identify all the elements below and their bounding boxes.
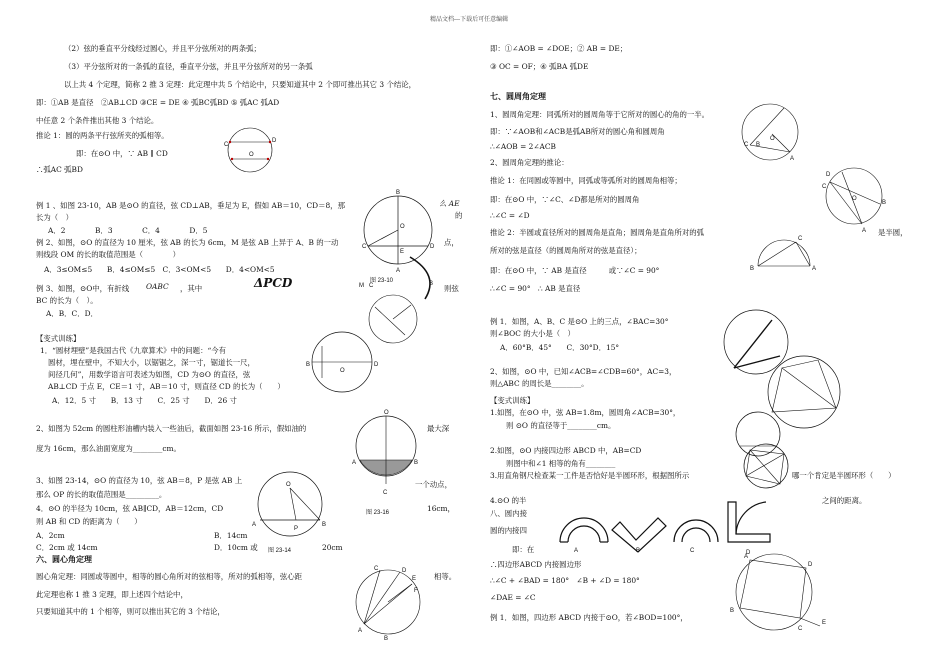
point-label: E (822, 620, 827, 626)
point-label: P (294, 526, 299, 532)
figure-inscribed-angle (812, 164, 892, 234)
point-label: D (430, 244, 435, 250)
text-line: BC 的长为（ ）。 (36, 296, 98, 305)
ruler-label: B (636, 548, 641, 554)
point-label: B (306, 362, 311, 368)
text-line: A．B．C．D． (46, 309, 98, 318)
text-line: 20cm (322, 543, 343, 552)
point-label: O (340, 368, 345, 374)
point-label: O (286, 482, 291, 488)
point-label: A (812, 266, 817, 272)
text-line: 即：∵∠AOB和∠ACB是弧AB所对的圆心角和圆周角 (490, 127, 665, 136)
text-line: 则 ⊙O 的直径等于________cm。 (506, 421, 616, 430)
figure-semicircle-angle (748, 234, 818, 280)
text-line: ∴∠AOB = 2∠ACB (490, 142, 556, 151)
point-label: E (412, 576, 417, 582)
text-line: 则∠BOC 的大小是（ ） (490, 329, 575, 338)
text-line: 3、如图 23-14，⊙O 的直径为 10，弦 AB＝8，P 是弦 AB 上 (36, 476, 243, 485)
text-line: 八、圆内接 (490, 509, 527, 518)
text-line: 例 1．如图，四边形 ABCD 内接于⊙O，若∠BOD=100°， (490, 613, 688, 622)
text-line: A．60°B．45° C．30°D．15° (500, 343, 620, 352)
text-line: 所对的弦是直径（的圆周角所对的弦是直径）； (490, 246, 642, 255)
point-label: O (384, 410, 389, 416)
text-line: OABC (146, 282, 169, 291)
point-label: B (322, 522, 327, 528)
text-line: 只要知道其中的 1 个相等，则可以推出其它的 3 个结论， (36, 607, 225, 616)
text-line: 4．⊙O 的半径为 10cm，弦 AB∥CD，AB＝12cm，CD (36, 504, 224, 513)
figure-central-angle (728, 100, 808, 166)
point-label: A (358, 628, 363, 634)
text-line: ∴四边形ABCD 内接圆边形 (490, 560, 582, 569)
text-line: 间径几何”，用数学语言可表述为如图，CD 为⊙O 的直径，弦 (48, 370, 251, 379)
point-label: D (808, 562, 813, 568)
text-line: 相等。 (434, 572, 457, 581)
text-line: 则线段 OM 的长的取值范围是（ ） (36, 250, 180, 259)
text-line: B．14cm (214, 531, 248, 540)
ruler-label: C (690, 548, 695, 554)
point-label: B (384, 636, 389, 642)
point-label: B (750, 266, 755, 272)
figure-caption: 图 23-16 (366, 510, 390, 516)
text-line: 例 1．如图，A、B、C 是⊙O 上的三点，∠BAC=30° (490, 317, 669, 326)
text-line: ∴弧AC 弧BD (36, 165, 83, 174)
text-line: ③ OC = OF；④ 弧BA 弧DE (490, 62, 589, 71)
point-label: D (402, 568, 407, 574)
text-line: 则△ABC 的周长是________。 (490, 379, 589, 388)
text-line: ∴∠C = 90° ∴ AB 是直径 (490, 284, 581, 293)
text-line: 长为（ ） (36, 213, 73, 222)
point-label: F (414, 588, 418, 594)
figure-caption: 图 23-10 (370, 278, 394, 284)
text-line: 即：在 (512, 545, 535, 554)
text-line: 例 3、如图，⊙O中，有折线 (36, 284, 130, 293)
text-line: ∠DAE = ∠C (490, 593, 536, 602)
point-label: D (272, 138, 277, 144)
point-label: A (252, 522, 257, 528)
text-line: 1.如图，在⊙O 中，弦 AB=1.8m，圆周角∠ACB=30°， (490, 408, 681, 417)
point-label: C (224, 142, 229, 148)
section-heading: 六、圆心角定理 (36, 554, 92, 564)
text-line: 圆材，埋在壁中，不知大小，以锯锯之，深一寸，锯道长一尺， (48, 358, 255, 367)
text-line: 一个动点， (415, 480, 452, 489)
point-label: A (790, 156, 795, 162)
text-line: AB⊥CD 于点 E，CE＝1 寸，AB＝10 寸，则直径 CD 的长为（ ） (48, 382, 285, 391)
figure-central-angle-theorem (350, 566, 430, 642)
text-line: 则弦 (444, 284, 459, 293)
text-line: 2、圆周角定理的推论： (490, 158, 569, 167)
text-line: 即：①∠AOB = ∠DOE；② AB = DE； (490, 44, 628, 53)
text-line: 即：在⊙O 中，∵∠C、∠D都是所对的圆周角 (490, 195, 640, 204)
text-line: 2.如图，⊙O 内接四边形 ABCD 中，AB=CD (490, 446, 642, 455)
figure-parallel-chords (220, 126, 280, 176)
text-line: 4.⊙O 的半 (490, 496, 527, 505)
point-label: B (882, 200, 887, 206)
text-line: 即：在⊙O 中，∵ AB ∥ CD (76, 149, 168, 158)
text-line: 度为 16cm，那么油面宽度为________cm。 (36, 444, 181, 453)
point-label: C (369, 283, 374, 289)
text-line: 则 AB 和 CD 的距离为（ ） (36, 517, 142, 526)
point-label: D (826, 172, 831, 178)
figure-inscribed-quadrilateral (722, 548, 832, 644)
text-line: 么 AE (439, 199, 460, 208)
text-line: 以上共 4 个定理，简称 2 推 3 定理：此定理中共 5 个结论中，只要知道其中 2 个即可推出其它 3 个结论， (64, 80, 417, 89)
point-label: B (429, 281, 434, 287)
text-line: 即：①AB 是直径 ②AB⊥CD ③CE = DE ④ 弧BC弧BD ⑤ 弧AC 弧AD (36, 98, 280, 107)
point-label: E (400, 249, 405, 255)
text-line: 哪一个肯定是半圆环形（ ） (792, 471, 896, 480)
text-line: A．3≤OM≤5 B．4≤OM≤5 C．3<OM<5 D．4<OM<5 (44, 265, 275, 274)
figure-23-14 (250, 468, 340, 558)
text-line: 点， (444, 238, 459, 247)
text-line: A．2 B．3 C．4 D．5 (48, 226, 208, 235)
point-label: C (362, 244, 367, 250)
text-line: 此定理也称 1 推 3 定理，即上述四个结论中， (36, 590, 188, 599)
ruler-label: A (574, 548, 579, 554)
point-label: A (396, 268, 401, 274)
text-line: ，其中 (180, 284, 203, 293)
figure-buried-log (306, 326, 386, 396)
text-line: 16cm， (427, 504, 455, 513)
point-label: B (730, 608, 735, 614)
point-label: O (249, 152, 254, 158)
point-label: B (756, 142, 761, 148)
text-line: 是半圆， (878, 228, 908, 237)
figure-23-16 (350, 404, 430, 514)
point-label: O (770, 136, 775, 142)
text-line: 则图中和∠1 相等的角有________ (506, 459, 616, 468)
text-line: （2）弦的垂直平分线经过圆心，并且平分弦所对的两条弧； (64, 44, 261, 53)
point-label: A (352, 460, 357, 466)
text-line: 1、圆周角定理：同弧所对的圆周角等于它所对的圆心的角的一半。 (490, 110, 710, 119)
text-line: ∴∠C + ∠BAD = 180° ∠B + ∠D = 180° (490, 576, 640, 585)
point-label: M (359, 283, 364, 289)
text-line: 【变式训练】 (36, 334, 81, 343)
text-line: 即：在⊙O 中，∵ AB 是直径 或∵∠C = 90° (490, 266, 660, 275)
text-line: 推论 1：在同圆或等圆中，同弧或等弧所对的圆周角相等； (490, 176, 682, 185)
text-line: 例 1 、如图 23-10，AB 是⊙O 的直径，弦 CD⊥AB，垂足为 E，假如 AB＝10，CD＝8，那 (36, 201, 345, 210)
point-label: A (862, 228, 867, 234)
text-line: A．2cm (36, 531, 65, 540)
page-header: 精品文档---下载后可任意编辑 (430, 16, 509, 23)
text-line: 中任意 2 个条件推出其他 3 个结论。 (36, 116, 159, 125)
point-label: D (374, 362, 379, 368)
text-line: 2、如图，⊙O 中，已知∠ACB=∠CDB=60°，AC=3， (490, 367, 677, 376)
text-line: 那么 OP 的长的取值范围是_________。 (36, 490, 167, 499)
text-line: 圆的内接四 (490, 526, 527, 535)
text-line: C．2cm 或 14cm (36, 543, 98, 552)
text-line: A．12．5 寸 B．13 寸 C．25 寸 D．26 寸 (52, 396, 237, 405)
text-line: 最大深 (427, 424, 450, 433)
text-line: ΔPCD (254, 276, 293, 290)
point-label: C (383, 490, 388, 496)
point-label: A (744, 554, 749, 560)
figure-rulers (556, 482, 786, 556)
text-line: 3.用直角钢尺检查某一工件是否恰好是半圆环形，根据图所示 (490, 471, 690, 480)
text-line: 例 2、如图，⊙O 的直径为 10 厘米，弦 AB 的长为 6cm，M 是弦 AB 上异于 A、B 的一动 (36, 238, 339, 247)
point-label: O (400, 224, 405, 230)
text-line: 推论 2：半圆或直径所对的圆周角是直角；圆周角是直角所对的弧 (490, 228, 704, 237)
text-line: 推论 1：圆的两条平行弦所夹的弧相等。 (36, 131, 169, 140)
point-label: B (414, 460, 419, 466)
point-label: C (798, 626, 803, 632)
text-line: 2、如图为 52cm 的圆柱形油槽内装入一些油后，截面如图 23-16 所示，假如油的 (36, 424, 307, 433)
point-label: C (744, 142, 749, 148)
point-label: C (798, 236, 803, 242)
point-label: C (822, 184, 827, 190)
text-line: D．10cm 或 (214, 543, 258, 552)
text-line: （3）平分弦所对的一条弧的直径，垂直平分弦，并且平分弦所对的另一条弧 (64, 62, 313, 71)
text-line: ∴∠C = ∠D (490, 211, 530, 220)
ruler-label: D (746, 550, 751, 556)
figure-caption: 图 23-14 (268, 548, 292, 554)
point-label: C (374, 566, 379, 572)
text-line: 的 (455, 211, 463, 220)
text-line: 圆心角定理：同圆或等圆中，相等的圆心角所对的弦相等，所对的弧相等，弦心距 (36, 572, 303, 581)
point-label: O (852, 196, 857, 202)
text-line: 【变式训练】 (490, 396, 535, 405)
section-heading: 七、圆周角定理 (490, 91, 546, 101)
text-line: 1．“圆材埋壁”是我国古代《九章算术》中的问题：“今有 (40, 346, 227, 355)
point-label: B (396, 190, 401, 196)
text-line: 之间的距离。 (822, 496, 867, 505)
